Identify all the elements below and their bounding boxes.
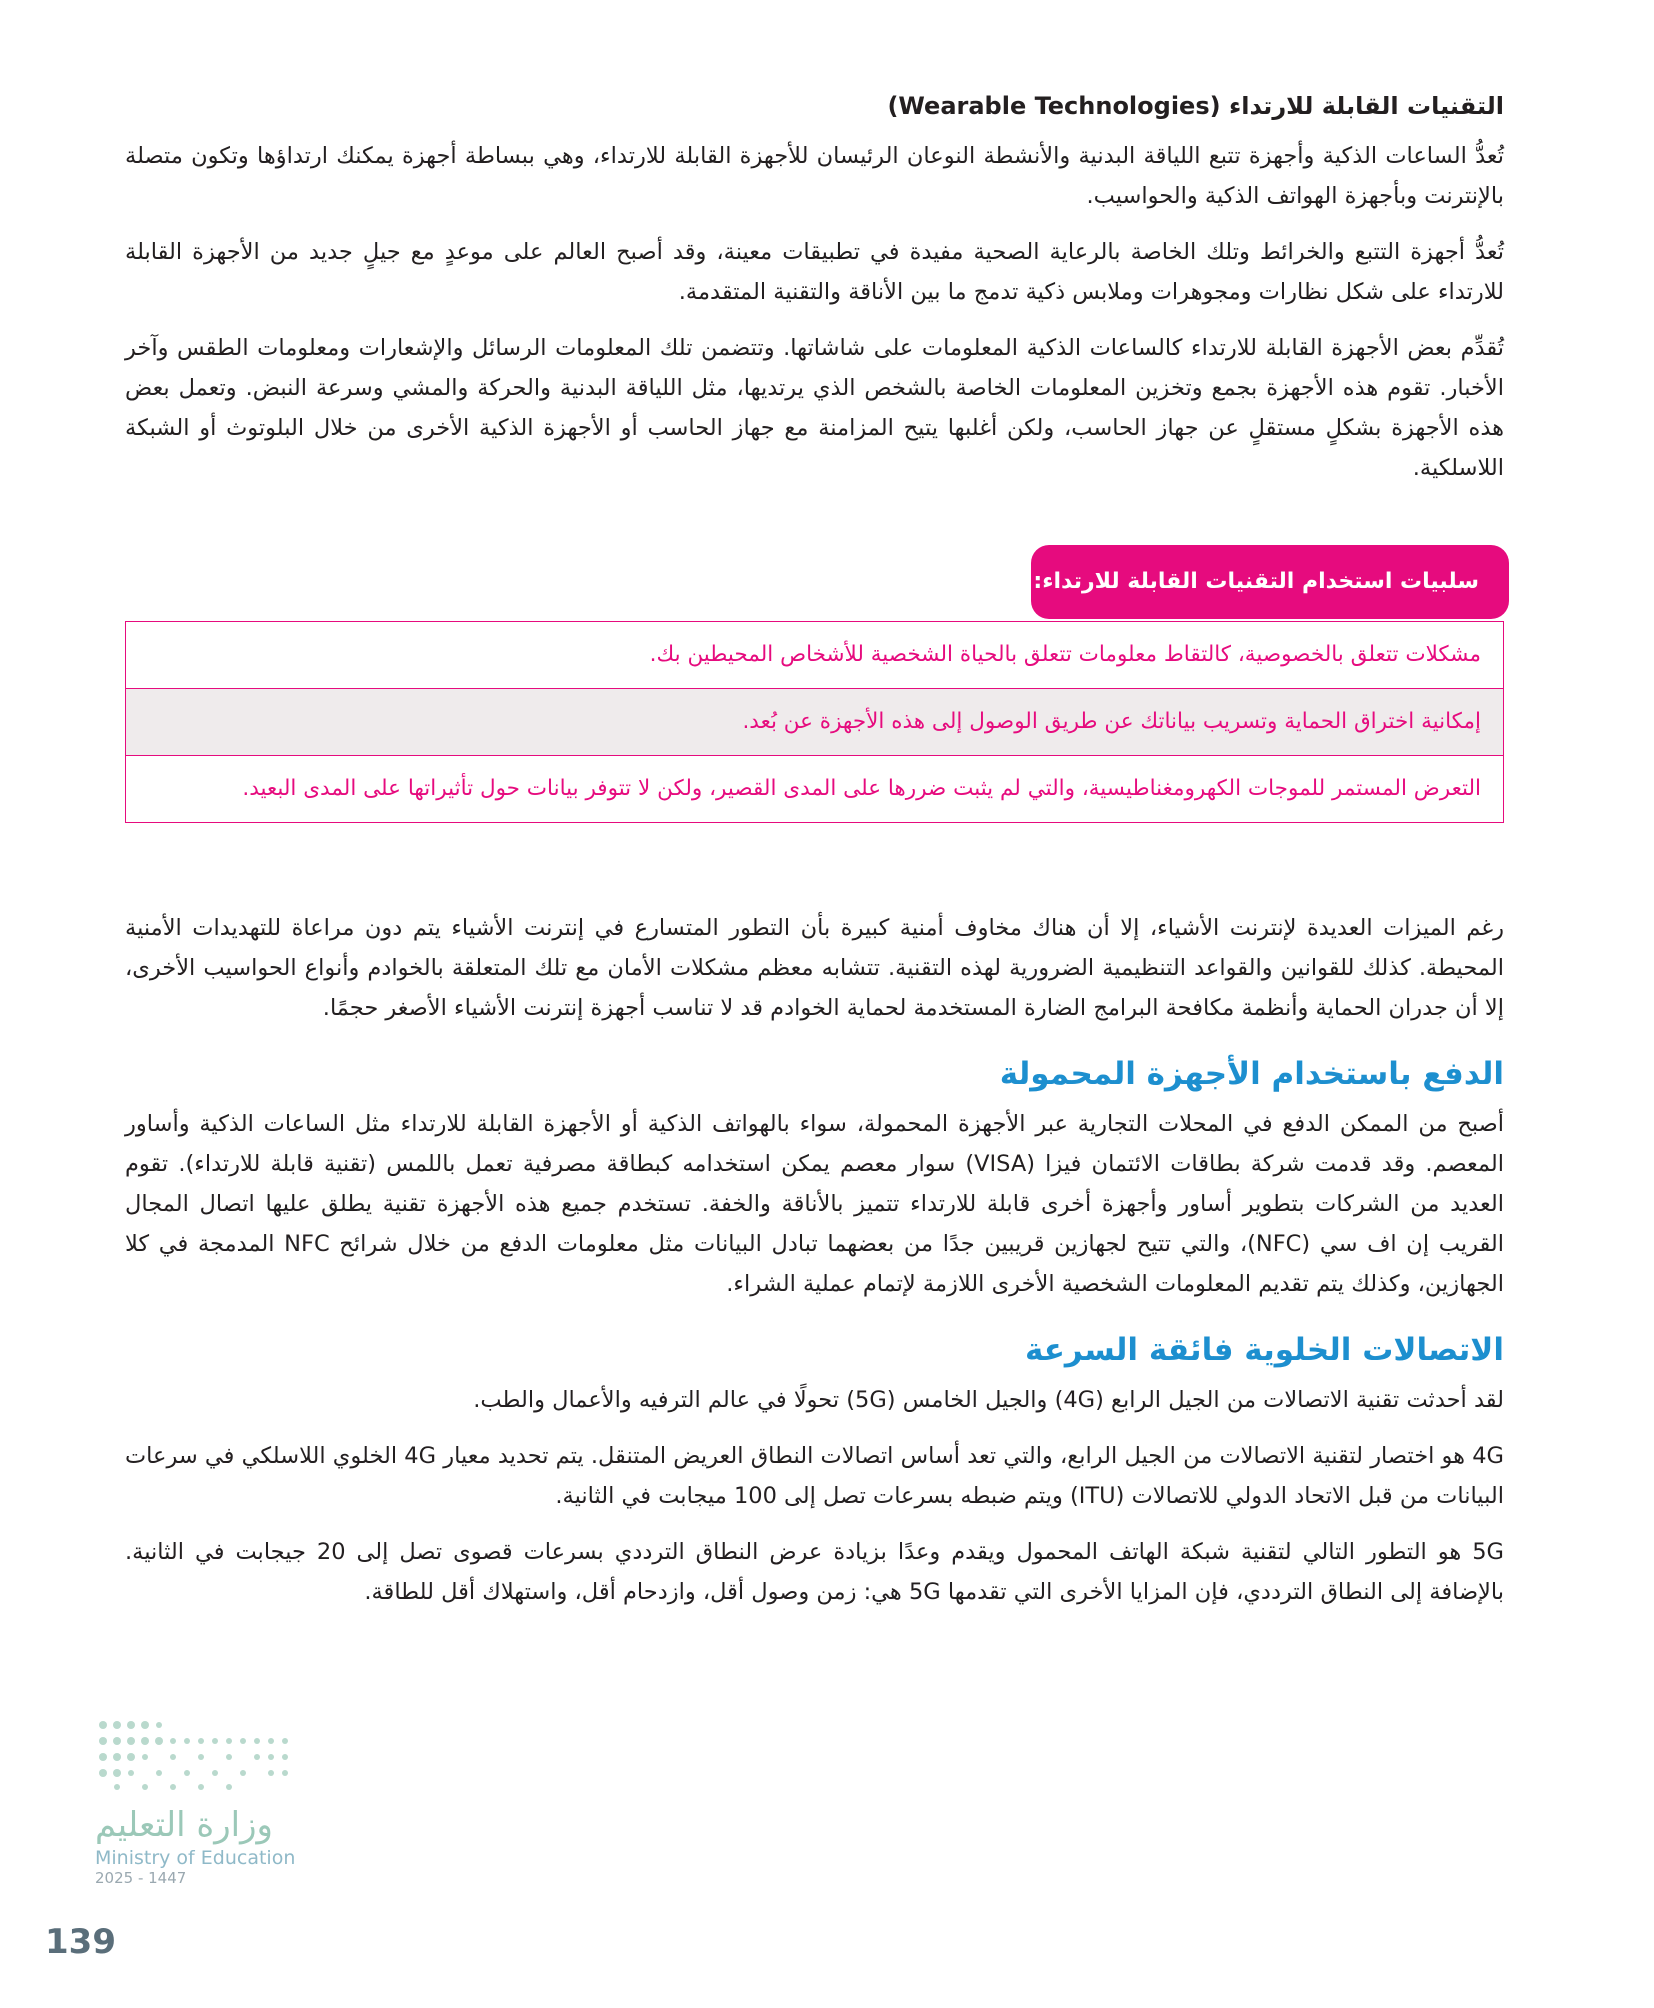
- ministry-name-english: Ministry of Education: [95, 1847, 296, 1869]
- disadvantages-title: سلبيات استخدام التقنيات القابلة للارتداء:: [1031, 545, 1509, 619]
- wearables-paragraph-3: تُقدِّم بعض الأجهزة القابلة للارتداء كالساعات الذكية المعلومات على شاشاتها. وتتضمن تلك المعلومات الرسائل والإشعارات ومعلومات الطقس وآخر الأخبار. تقوم هذه الأجهزة بجمع وتخزين المعلومات الخاصة بالشخص الذي يرتديها، مثل اللياقة البدنية والحركة والمشي وسرعة النبض. وتعمل بعض هذه الأجهزة بشكلٍ مستقلٍ عن جهاز الحاسب، ولكن أغلبها يتيح المزامنة مع جهاز الحاسب أو الأجهزة الذكية الأخرى من خلال البلوتوث أو الشبكة اللاسلكية.: [125, 335, 1504, 481]
- ministry-year: 2025 - 1447: [95, 1869, 187, 1887]
- disadvantage-item: التعرض المستمر للموجات الكهرومغناطيسية، والتي لم يثبت ضررها على المدى القصير، ولكن لا تتوفر بيانات حول تأثيراتها على المدى البعيد.: [242, 776, 1481, 801]
- ministry-dots-icon: [95, 1715, 305, 1795]
- wearables-section: [125, 88, 1504, 504]
- wearables-heading: التقنيات القابلة للارتداء (Wearable Technologies): [887, 92, 1504, 120]
- disadvantages-list: [125, 621, 1504, 823]
- ministry-name-arabic: وزارة التعليم: [95, 1805, 273, 1845]
- cellular-paragraph-3: 5G هو التطور التالي لتقنية شبكة الهاتف المحمول ويقدم وعدًا بزيادة عرض النطاق الترددي بسرعات قصوى تصل إلى 20 جيجابت في الثانية. بالإضافة إلى النطاق الترددي، فإن المزايا الأخرى التي تقدمها 5G هي: زمن وصول أقل، وازدحام أقل، واستهلاك أقل للطاقة.: [125, 1539, 1504, 1605]
- wearables-paragraph-2: تُعدُّ أجهزة التتبع والخرائط وتلك الخاصة بالرعاية الصحية مفيدة في تطبيقات معينة، وقد أصبح العالم على موعدٍ مع جيلٍ جديد من الأجهزة القابلة للارتداء على شكل نظارات ومجوهرات وملابس ذكية تدمج ما بين الأناقة والتقنية المتقدمة.: [125, 239, 1504, 305]
- disadvantage-item: إمكانية اختراق الحماية وتسريب بياناتك عن طريق الوصول إلى هذه الأجهزة عن بُعد.: [126, 689, 1503, 756]
- wearables-paragraph-1: تُعدُّ الساعات الذكية وأجهزة تتبع اللياقة البدنية والأنشطة النوعان الرئيسان للأجهزة القابلة للارتداء، وهي ببساطة أجهزة يمكنك ارتداؤها وتكون متصلة بالإنترنت وبأجهزة الهواتف الذكية والحواسيب.: [125, 143, 1504, 209]
- cellular-heading: الاتصالات الخلوية فائقة السرعة: [1024, 1332, 1504, 1368]
- lower-content: [125, 908, 1504, 1628]
- cellular-paragraph-1: لقد أحدثت تقنية الاتصالات من الجيل الرابع (4G) والجيل الخامس (5G) تحولًا في عالم الترفيه والأعمال والطب.: [473, 1387, 1504, 1413]
- iot-security-paragraph: رغم الميزات العديدة لإنترنت الأشياء، إلا أن هناك مخاوف أمنية كبيرة بأن التطور المتسارع في إنترنت الأشياء يتم دون مراعاة للتهديدات الأمنية المحيطة. كذلك للقوانين والقواعد التنظيمية الضرورية لهذه التقنية. تتشابه معظم مشكلات الأمان مع تلك المتعلقة بالخوادم وأنواع الحواسيب الأخرى، إلا أن جدران الحماية وأنظمة مكافحة البرامج الضارة المستخدمة لحماية الخوادم قد لا تناسب أجهزة إنترنت الأشياء الأصغر حجمًا.: [125, 915, 1504, 1021]
- cellular-paragraph-2: 4G هو اختصار لتقنية الاتصالات من الجيل الرابع، والتي تعد أساس اتصالات النطاق العريض المتنقل. يتم تحديد معيار 4G الخلوي اللاسلكي في سرعات البيانات من قبل الاتحاد الدولي للاتصالات (ITU) ويتم ضبطه بسرعات تصل إلى 100 ميجابت في الثانية.: [125, 1443, 1504, 1509]
- mobile-payment-paragraph: أصبح من الممكن الدفع في المحلات التجارية عبر الأجهزة المحمولة، سواء بالهواتف الذكية أو الأجهزة القابلة للارتداء مثل الساعات الذكية وأساور المعصم. وقد قدمت شركة بطاقات الائتمان فيزا (VISA) سوار معصم يمكن استخدامه كبطاقة مصرفية تعمل باللمس (تقنية قابلة للارتداء). تقوم العديد من الشركات بتطوير أساور وأجهزة أخرى قابلة للارتداء تتميز بالأناقة والخفة. تستخدم جميع هذه الأجهزة تقنية يطلق عليها اتصال المجال القريب إن اف سي (NFC)، والتي تتيح لجهازين قريبين جدًا من بعضهما تبادل البيانات مثل معلومات الدفع من خلال شرائح NFC المدمجة في كلا الجهازين، وكذلك يتم تقديم المعلومات الشخصية الأخرى اللازمة لإتمام عملية الشراء.: [125, 1111, 1504, 1297]
- ministry-logo: [95, 1715, 325, 1887]
- page-number: 139: [45, 1922, 116, 1962]
- mobile-payment-heading: الدفع باستخدام الأجهزة المحمولة: [999, 1056, 1504, 1092]
- disadvantage-item: مشكلات تتعلق بالخصوصية، كالتقاط معلومات تتعلق بالحياة الشخصية للأشخاص المحيطين بك.: [126, 622, 1503, 689]
